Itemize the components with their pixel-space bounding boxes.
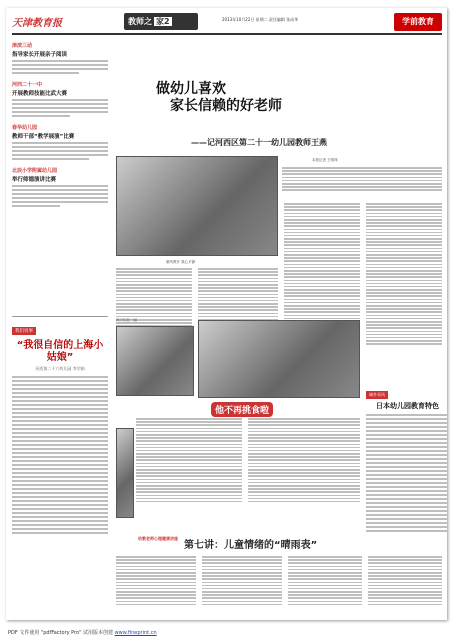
brief-tag: 津滨三动 — [12, 43, 33, 49]
lecture-header — [138, 536, 438, 552]
brief-title: 举行师德演讲比赛 — [12, 177, 57, 183]
japan-kindergarten-box — [366, 381, 447, 526]
brief-title: 开展教师技能比武大赛 — [12, 91, 68, 97]
story-tag: 我们说事 — [12, 327, 36, 335]
box-tag: 域外采风 — [366, 391, 388, 399]
pdf-footer: PDF 文件使用 "pdfFactory Pro" 试用版本创建 www.fineprint.cn — [8, 630, 157, 636]
box-title: 日本幼儿园教育特色 — [376, 402, 439, 410]
cooking-photo — [116, 428, 134, 518]
section-label: 学前教育 — [394, 13, 442, 31]
lecture-body-2 — [202, 556, 282, 607]
lecture-body-4 — [368, 556, 442, 607]
teacher-photo — [116, 326, 194, 396]
brief-item — [12, 124, 108, 160]
fineprint-link[interactable]: www.fineprint.cn — [114, 630, 157, 636]
story-shanghai-girl — [12, 316, 108, 540]
article-body-4 — [366, 203, 442, 346]
brief-tag: 北辰小学附属幼儿园 — [12, 168, 58, 174]
article-subtitle: ——记河西区第二十一幼儿园教师王燕 — [191, 138, 327, 147]
lecture-body-3 — [288, 556, 362, 607]
banner-number: 家2 — [156, 17, 170, 26]
story-byline: 河西第二十六幼儿园 李学娟 — [35, 366, 85, 371]
subhead-callout: 他不再挑食啦 — [211, 402, 273, 417]
newspaper-page — [6, 8, 447, 620]
section-banner: 教师之 家2 — [124, 13, 198, 30]
article-body-5 — [136, 418, 242, 504]
photo-caption: 做幼教开 我心平静 — [166, 260, 196, 264]
article-body-3 — [284, 203, 360, 331]
brief-tag: 春华幼儿园 — [12, 125, 38, 131]
lecture-tag: 幼教老师心理健康讲座 — [138, 536, 178, 541]
article-byline: 本报记者 王明珠 — [312, 158, 338, 162]
brief-item — [12, 81, 108, 117]
article-intro — [282, 158, 442, 193]
story-title: “我很自信的上海小姑娘” — [16, 340, 104, 363]
page-header — [12, 13, 442, 35]
brief-item — [12, 167, 108, 207]
photo-caption-2: 孩子们在一起 — [116, 318, 137, 322]
article-body-6 — [248, 418, 360, 504]
lecture-body-1 — [116, 556, 196, 607]
paper-logo: 天津教育报 — [12, 18, 62, 29]
brief-tag: 河西二十一中 — [12, 82, 43, 88]
classroom-photo — [116, 156, 278, 256]
brief-title: 教师干部“教学展演”比赛 — [12, 134, 75, 140]
article-headline: 做幼儿喜欢 家长信赖的好老师 — [156, 81, 282, 114]
children-photo — [198, 320, 360, 398]
issue-info: 2013年10月22日 星期二 责任编辑 张成华 — [222, 17, 299, 22]
brief-title: 指导家长开展亲子阅读 — [12, 52, 68, 58]
lecture-title: 第七讲：儿童情绪的“晴雨表” — [184, 540, 318, 551]
brief-item — [12, 42, 108, 74]
news-briefs — [12, 42, 108, 317]
